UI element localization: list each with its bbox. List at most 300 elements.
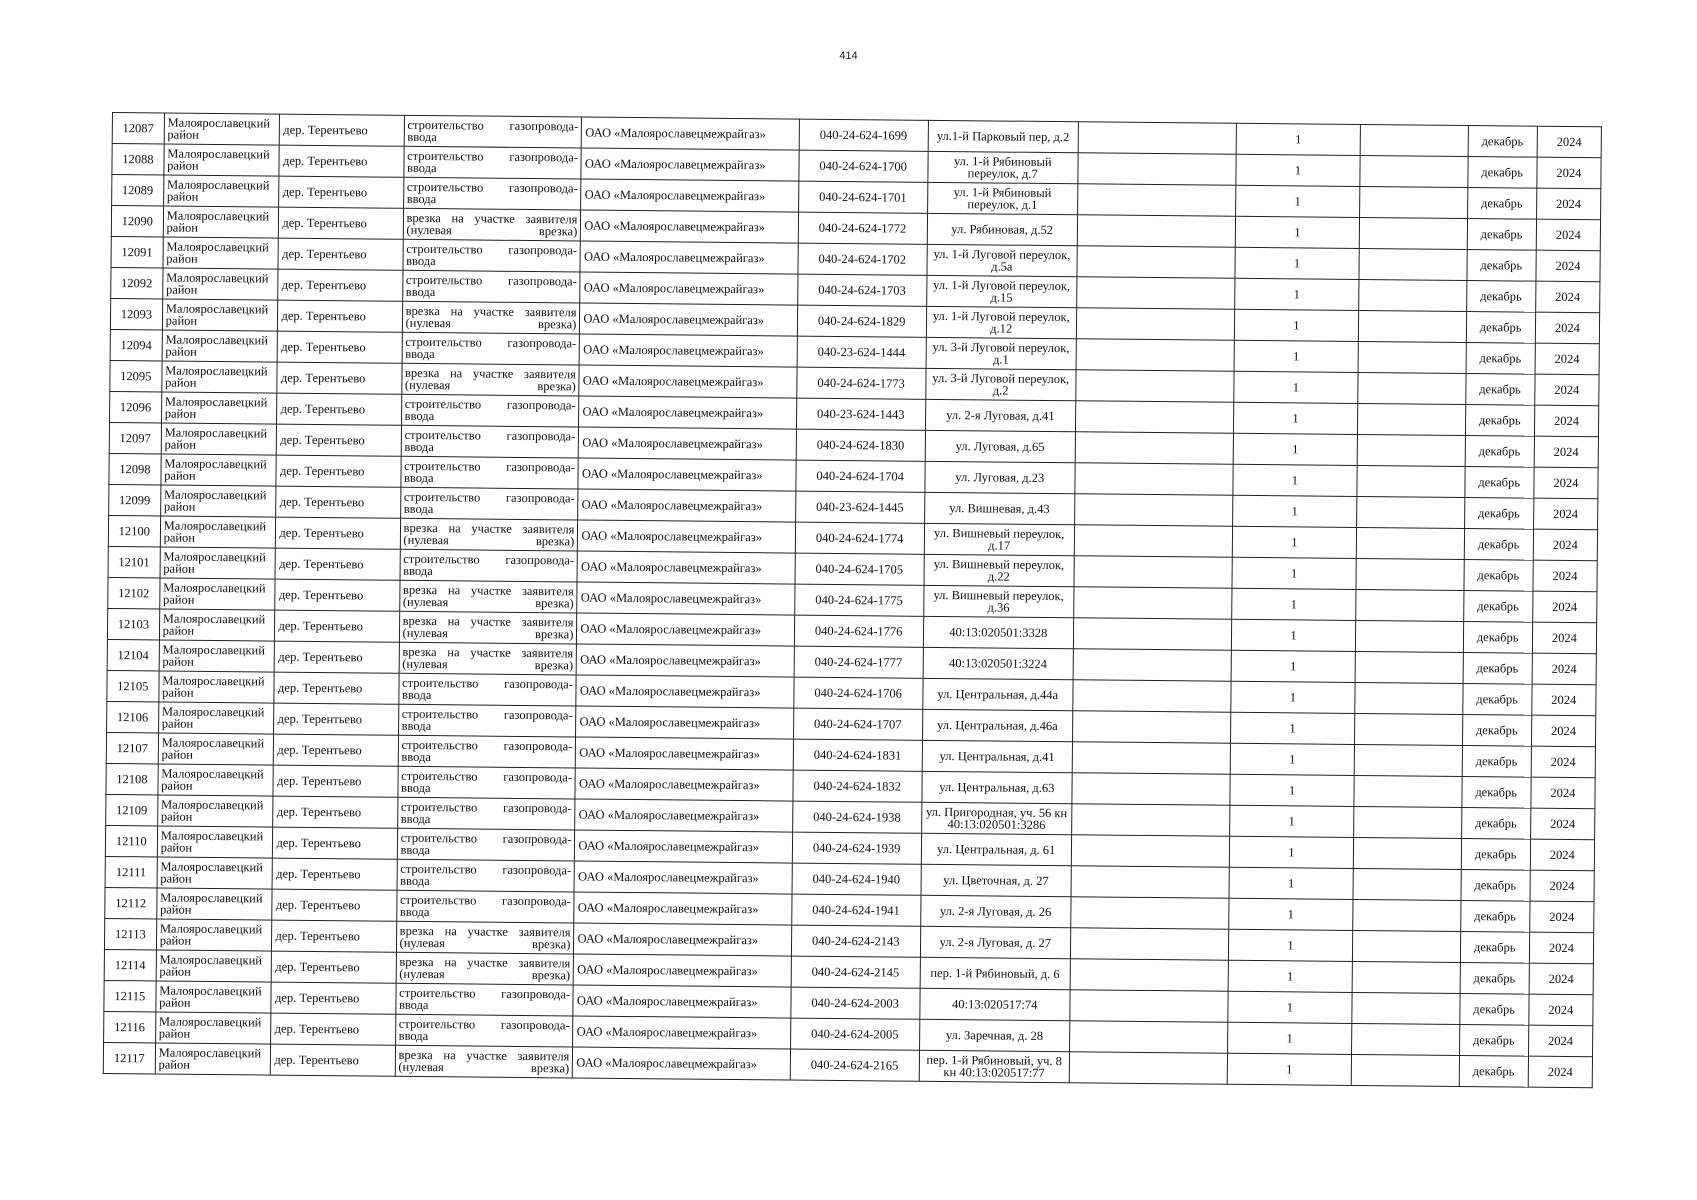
district-cell: Малоярославецкий район: [162, 299, 278, 331]
quantity-cell: 1: [1235, 247, 1359, 279]
month-cell: декабрь: [1465, 374, 1535, 406]
work-type-cell: врезка на участке заявителя (нулевая врезка): [400, 518, 578, 551]
empty-cell: [1074, 556, 1232, 589]
row-number-cell: 12101: [108, 546, 160, 577]
registration-code-cell: 040-24-624-1938: [792, 801, 922, 833]
village-cell: дер. Терентьево: [278, 238, 402, 270]
district-cell: Малоярославецкий район: [156, 919, 272, 951]
work-type-cell: строительство газопровода-ввода: [397, 766, 575, 799]
month-cell: декабрь: [1459, 1055, 1529, 1087]
registration-code-cell: 040-24-624-2003: [790, 987, 920, 1019]
month-cell: декабрь: [1467, 219, 1537, 251]
organization-cell: ОАО «Малоярославецмежрайгаз»: [574, 923, 791, 956]
quantity-cell: 1: [1228, 991, 1352, 1023]
address-cell: ул. Вишневый переулок, д.17: [924, 523, 1074, 555]
empty-cell: [1076, 277, 1234, 310]
empty-cell: [1078, 122, 1236, 155]
empty-cell: [1073, 587, 1231, 620]
work-type-cell: врезка на участке заявителя (нулевая врезка): [399, 611, 577, 644]
address-cell: ул. 3-й Луговой переулок, д.1: [926, 337, 1076, 369]
village-cell: дер. Терентьево: [280, 114, 404, 146]
empty-cell: [1352, 961, 1460, 993]
village-cell: дер. Терентьево: [275, 610, 399, 642]
registration-code-cell: 040-24-624-1774: [795, 522, 925, 554]
address-cell: ул. Луговая, д.65: [925, 430, 1075, 462]
district-cell: Малоярославецкий район: [155, 1043, 271, 1075]
month-cell: декабрь: [1461, 776, 1531, 808]
work-type-cell: строительство газопровода-ввода: [402, 270, 580, 303]
empty-cell: [1352, 930, 1460, 962]
district-cell: Малоярославецкий район: [159, 578, 275, 610]
empty-cell: [1357, 496, 1465, 528]
quantity-cell: 1: [1235, 216, 1359, 248]
empty-cell: [1071, 804, 1229, 837]
work-type-cell: строительство газопровода-ввода: [395, 1014, 573, 1047]
empty-cell: [1354, 775, 1462, 807]
year-cell: 2024: [1528, 1056, 1592, 1088]
row-number-cell: 12097: [109, 422, 161, 453]
work-type-cell: строительство газопровода-ввода: [403, 146, 581, 179]
address-cell: ул. Центральная, д. 61: [921, 833, 1071, 865]
quantity-cell: 1: [1230, 805, 1354, 837]
year-cell: 2024: [1534, 405, 1598, 437]
month-cell: декабрь: [1466, 343, 1536, 375]
work-type-cell: строительство газопровода-ввода: [402, 332, 580, 365]
year-cell: 2024: [1535, 281, 1599, 313]
address-cell: ул. Луговая, д.23: [925, 461, 1075, 493]
registration-code-cell: 040-24-624-1704: [795, 460, 925, 492]
district-cell: Малоярославецкий район: [163, 237, 279, 269]
month-cell: декабрь: [1463, 652, 1533, 684]
address-cell: ул. Центральная, д.63: [922, 771, 1072, 803]
empty-cell: [1072, 742, 1230, 775]
organization-cell: ОАО «Малоярославецмежрайгаз»: [574, 954, 791, 987]
organization-cell: ОАО «Малоярославецмежрайгаз»: [576, 737, 793, 770]
row-number-cell: 12095: [110, 360, 162, 391]
work-type-cell: врезка на участке заявителя (нулевая врезка): [402, 301, 580, 334]
registration-code-cell: 040-24-624-2005: [790, 1018, 920, 1050]
organization-cell: ОАО «Малоярославецмежрайгаз»: [573, 985, 790, 1018]
village-cell: дер. Терентьево: [273, 765, 397, 797]
address-cell: ул. 1-й Рябиновый переулок, д.7: [928, 151, 1078, 183]
empty-cell: [1076, 308, 1234, 341]
row-number-cell: 12096: [110, 391, 162, 422]
village-cell: дер. Терентьево: [274, 703, 398, 735]
empty-cell: [1355, 682, 1463, 714]
village-cell: дер. Терентьево: [275, 579, 399, 611]
village-cell: дер. Терентьево: [276, 548, 400, 580]
year-cell: 2024: [1536, 219, 1600, 251]
organization-cell: ОАО «Малоярославецмежрайгаз»: [575, 799, 792, 832]
village-cell: дер. Терентьево: [272, 920, 396, 952]
work-type-cell: врезка на участке заявителя (нулевая врезка): [399, 580, 577, 613]
address-cell: ул. Рябиновая, д.52: [927, 213, 1077, 245]
month-cell: декабрь: [1462, 683, 1532, 715]
year-cell: 2024: [1533, 560, 1597, 592]
year-cell: 2024: [1534, 467, 1598, 499]
organization-cell: ОАО «Малоярославецмежрайгаз»: [578, 458, 795, 491]
registration-code-cell: 040-24-624-1707: [793, 708, 923, 740]
month-cell: декабрь: [1464, 467, 1534, 499]
empty-cell: [1073, 649, 1231, 682]
row-number-cell: 12109: [106, 794, 158, 825]
organization-cell: ОАО «Малоярославецмежрайгаз»: [578, 520, 795, 553]
row-number-cell: 12088: [112, 144, 164, 175]
row-number-cell: 12099: [109, 484, 161, 515]
registration-code-cell: 040-24-624-1773: [796, 367, 926, 399]
month-cell: декабрь: [1461, 838, 1531, 870]
month-cell: декабрь: [1465, 405, 1535, 437]
registration-code-cell: 040-24-624-1830: [796, 429, 926, 461]
month-cell: декабрь: [1464, 528, 1534, 560]
address-cell: ул. Центральная, д.44а: [923, 678, 1073, 710]
district-cell: Малоярославецкий район: [161, 392, 277, 424]
year-cell: 2024: [1537, 157, 1601, 189]
empty-cell: [1358, 310, 1466, 342]
empty-cell: [1074, 525, 1232, 558]
organization-cell: ОАО «Малоярославецмежрайгаз»: [582, 117, 799, 150]
address-cell: 40:13:020501:3328: [923, 616, 1073, 648]
year-cell: 2024: [1532, 591, 1596, 623]
address-cell: ул. Центральная, д.41: [922, 740, 1072, 772]
empty-cell: [1073, 680, 1231, 713]
registration-code-cell: 040-24-624-2145: [791, 956, 921, 988]
empty-cell: [1359, 217, 1467, 249]
work-type-cell: врезка на участке заявителя (нулевая врезка): [396, 921, 574, 954]
row-number-cell: 12092: [111, 267, 163, 298]
village-cell: дер. Терентьево: [276, 517, 400, 549]
organization-cell: ОАО «Малоярославецмежрайгаз»: [579, 365, 796, 398]
month-cell: декабрь: [1462, 745, 1532, 777]
village-cell: дер. Терентьево: [273, 827, 397, 859]
village-cell: дер. Терентьево: [271, 1044, 395, 1076]
year-cell: 2024: [1536, 250, 1600, 282]
district-cell: Малоярославецкий район: [158, 702, 274, 734]
month-cell: декабрь: [1460, 900, 1530, 932]
organization-cell: ОАО «Малоярославецмежрайгаз»: [577, 551, 794, 584]
district-cell: Малоярославецкий район: [159, 640, 275, 672]
month-cell: декабрь: [1468, 126, 1538, 158]
quantity-cell: 1: [1229, 867, 1353, 899]
table-body: [103, 113, 1601, 1088]
village-cell: дер. Терентьево: [278, 331, 402, 363]
year-cell: 2024: [1535, 374, 1599, 406]
empty-cell: [1358, 341, 1466, 373]
empty-cell: [1353, 899, 1461, 931]
district-cell: Малоярославецкий район: [156, 981, 272, 1013]
district-cell: Малоярославецкий район: [155, 1012, 271, 1044]
empty-cell: [1354, 713, 1462, 745]
empty-cell: [1070, 990, 1228, 1023]
district-cell: Малоярославецкий район: [157, 795, 273, 827]
registration-code-cell: 040-24-624-1703: [797, 274, 927, 306]
registration-code-cell: 040-24-624-1776: [794, 615, 924, 647]
registration-code-cell: 040-23-624-1444: [797, 336, 927, 368]
month-cell: декабрь: [1462, 714, 1532, 746]
empty-cell: [1071, 866, 1229, 899]
organization-cell: ОАО «Малоярославецмежрайгаз»: [576, 706, 793, 739]
year-cell: 2024: [1534, 436, 1598, 468]
registration-code-cell: 040-24-624-1939: [792, 832, 922, 864]
empty-cell: [1354, 806, 1462, 838]
work-type-cell: строительство газопровода-ввода: [396, 890, 574, 923]
organization-cell: ОАО «Малоярославецмежрайгаз»: [574, 892, 791, 925]
district-cell: Малоярославецкий район: [160, 516, 276, 548]
row-number-cell: 12112: [105, 887, 157, 918]
row-number-cell: 12089: [112, 175, 164, 206]
address-cell: ул. 1-й Луговой переулок, д.15: [926, 275, 1076, 307]
gas-connections-table-wrapper: [103, 112, 1602, 1088]
empty-cell: [1073, 618, 1231, 651]
page-number: 414: [839, 50, 858, 62]
registration-code-cell: 040-23-624-1443: [796, 398, 926, 430]
row-number-cell: 12103: [107, 608, 159, 639]
district-cell: Малоярославецкий район: [160, 485, 276, 517]
empty-cell: [1077, 246, 1235, 279]
village-cell: дер. Терентьево: [274, 672, 398, 704]
row-number-cell: 12090: [111, 206, 163, 237]
year-cell: 2024: [1529, 994, 1593, 1026]
month-cell: декабрь: [1463, 590, 1533, 622]
empty-cell: [1078, 153, 1236, 186]
empty-cell: [1069, 1021, 1227, 1054]
year-cell: 2024: [1529, 901, 1593, 933]
row-number-cell: 12107: [106, 732, 158, 763]
village-cell: дер. Терентьево: [279, 145, 403, 177]
empty-cell: [1076, 339, 1234, 372]
registration-code-cell: 040-24-624-1701: [798, 181, 928, 213]
quantity-cell: 1: [1228, 960, 1352, 992]
empty-cell: [1069, 1052, 1227, 1085]
work-type-cell: врезка на участке заявителя (нулевая врезка): [401, 363, 579, 396]
address-cell: ул. 2-я Луговая, д. 27: [920, 926, 1070, 958]
organization-cell: ОАО «Малоярославецмежрайгаз»: [581, 148, 798, 181]
organization-cell: ОАО «Малоярославецмежрайгаз»: [579, 396, 796, 429]
quantity-cell: 1: [1232, 495, 1356, 527]
address-cell: ул. Вишневый переулок, д.36: [923, 585, 1073, 617]
address-cell: ул. Центральная, д.46а: [922, 709, 1072, 741]
registration-code-cell: 040-24-624-2143: [791, 925, 921, 957]
quantity-cell: 1: [1234, 340, 1358, 372]
organization-cell: ОАО «Малоярославецмежрайгаз»: [580, 272, 797, 305]
empty-cell: [1357, 465, 1465, 497]
empty-cell: [1359, 248, 1467, 280]
district-cell: Малоярославецкий район: [157, 826, 273, 858]
empty-cell: [1358, 372, 1466, 404]
quantity-cell: 1: [1227, 1053, 1351, 1085]
month-cell: декабрь: [1464, 559, 1534, 591]
address-cell: пер. 1-й Рябиновый, д. 6: [920, 957, 1070, 989]
organization-cell: ОАО «Малоярославецмежрайгаз»: [577, 644, 794, 677]
empty-cell: [1354, 744, 1462, 776]
month-cell: декабрь: [1461, 869, 1531, 901]
village-cell: дер. Терентьево: [273, 858, 397, 890]
empty-cell: [1071, 835, 1229, 868]
village-cell: дер. Терентьево: [275, 641, 399, 673]
village-cell: дер. Терентьево: [278, 269, 402, 301]
quantity-cell: 1: [1231, 650, 1355, 682]
registration-code-cell: 040-24-624-1940: [792, 863, 922, 895]
quantity-cell: 1: [1234, 309, 1358, 341]
quantity-cell: 1: [1233, 464, 1357, 496]
organization-cell: ОАО «Малоярославецмежрайгаз»: [581, 179, 798, 212]
registration-code-cell: 040-24-624-1706: [793, 677, 923, 709]
year-cell: 2024: [1535, 312, 1599, 344]
district-cell: Малоярославецкий район: [164, 113, 280, 145]
village-cell: дер. Терентьево: [271, 982, 395, 1014]
year-cell: 2024: [1536, 188, 1600, 220]
row-number-cell: 12091: [111, 236, 163, 267]
row-number-cell: 12093: [110, 298, 162, 329]
year-cell: 2024: [1529, 932, 1593, 964]
work-type-cell: строительство газопровода-ввода: [395, 983, 573, 1016]
empty-cell: [1356, 527, 1464, 559]
registration-code-cell: 040-24-624-1832: [792, 770, 922, 802]
empty-cell: [1077, 215, 1235, 248]
empty-cell: [1070, 959, 1228, 992]
empty-cell: [1074, 494, 1232, 527]
quantity-cell: 1: [1233, 433, 1357, 465]
quantity-cell: 1: [1232, 526, 1356, 558]
quantity-cell: 1: [1232, 557, 1356, 589]
year-cell: 2024: [1532, 684, 1596, 716]
registration-code-cell: 040-24-624-1941: [791, 894, 921, 926]
quantity-cell: 1: [1230, 774, 1354, 806]
district-cell: Малоярославецкий район: [158, 733, 274, 765]
empty-cell: [1075, 463, 1233, 496]
district-cell: Малоярославецкий район: [159, 671, 275, 703]
empty-cell: [1352, 992, 1460, 1024]
year-cell: 2024: [1537, 126, 1601, 158]
empty-cell: [1352, 1023, 1460, 1055]
village-cell: дер. Терентьево: [279, 207, 403, 239]
district-cell: Малоярославецкий район: [158, 764, 274, 796]
village-cell: дер. Терентьево: [277, 393, 401, 425]
month-cell: декабрь: [1460, 962, 1530, 994]
empty-cell: [1075, 370, 1233, 403]
district-cell: Малоярославецкий район: [157, 857, 273, 889]
empty-cell: [1070, 928, 1228, 961]
work-type-cell: строительство газопровода-ввода: [403, 239, 581, 272]
address-cell: ул. Вишневый переулок, д.22: [924, 554, 1074, 586]
row-number-cell: 12110: [105, 825, 157, 856]
quantity-cell: 1: [1234, 371, 1358, 403]
row-number-cell: 12117: [103, 1042, 155, 1073]
organization-cell: ОАО «Малоярославецмежрайгаз»: [575, 768, 792, 801]
organization-cell: ОАО «Малоярославецмежрайгаз»: [573, 1016, 790, 1049]
district-cell: Малоярославецкий район: [162, 268, 278, 300]
quantity-cell: 1: [1230, 743, 1354, 775]
organization-cell: ОАО «Малоярославецмежрайгаз»: [573, 1047, 790, 1080]
registration-code-cell: 040-24-624-1705: [795, 553, 925, 585]
district-cell: Малоярославецкий район: [164, 144, 280, 176]
registration-code-cell: 040-24-624-1699: [799, 119, 929, 151]
work-type-cell: строительство газопровода-ввода: [400, 487, 578, 520]
village-cell: дер. Терентьево: [271, 1013, 395, 1045]
quantity-cell: 1: [1231, 619, 1355, 651]
row-number-cell: 12113: [104, 918, 156, 949]
quantity-cell: 1: [1228, 929, 1352, 961]
village-cell: дер. Терентьево: [276, 486, 400, 518]
empty-cell: [1355, 620, 1463, 652]
organization-cell: ОАО «Малоярославецмежрайгаз»: [579, 334, 796, 367]
address-cell: ул. 1-й Рябиновый переулок, д.1: [927, 182, 1077, 214]
month-cell: декабрь: [1459, 1024, 1529, 1056]
address-cell: ул. 1-й Луговой переулок, д.5а: [927, 244, 1077, 276]
village-cell: дер. Терентьево: [277, 424, 401, 456]
district-cell: Малоярославецкий район: [156, 950, 272, 982]
month-cell: декабрь: [1466, 312, 1536, 344]
row-number-cell: 12106: [107, 701, 159, 732]
quantity-cell: 1: [1236, 154, 1360, 186]
work-type-cell: строительство газопровода-ввода: [397, 797, 575, 830]
work-type-cell: строительство газопровода-ввода: [398, 704, 576, 737]
empty-cell: [1070, 897, 1228, 930]
year-cell: 2024: [1533, 529, 1597, 561]
row-number-cell: 12114: [104, 949, 156, 980]
row-number-cell: 12115: [104, 980, 156, 1011]
quantity-cell: 1: [1236, 123, 1360, 155]
registration-code-cell: 040-23-624-1445: [795, 491, 925, 523]
organization-cell: ОАО «Малоярославецмежрайгаз»: [580, 303, 797, 336]
row-number-cell: 12108: [106, 763, 158, 794]
registration-code-cell: 040-24-624-2165: [790, 1049, 920, 1081]
row-number-cell: 12111: [105, 856, 157, 887]
district-cell: Малоярославецкий район: [163, 175, 279, 207]
address-cell: ул. 2-я Луговая, д. 26: [921, 895, 1071, 927]
empty-cell: [1351, 1054, 1459, 1086]
village-cell: дер. Терентьево: [277, 362, 401, 394]
work-type-cell: врезка на участке заявителя (нулевая врезка): [396, 952, 574, 985]
registration-code-cell: 040-24-624-1772: [798, 212, 928, 244]
work-type-cell: строительство газопровода-ввода: [403, 177, 581, 210]
quantity-cell: 1: [1233, 402, 1357, 434]
work-type-cell: строительство газопровода-ввода: [401, 394, 579, 427]
district-cell: Малоярославецкий район: [161, 423, 277, 455]
address-cell: ул.1-й Парковый пер, д.2: [928, 120, 1078, 152]
organization-cell: ОАО «Малоярославецмежрайгаз»: [577, 582, 794, 615]
year-cell: 2024: [1530, 839, 1594, 871]
registration-code-cell: 040-24-624-1829: [797, 305, 927, 337]
month-cell: декабрь: [1465, 436, 1535, 468]
row-number-cell: 12094: [110, 329, 162, 360]
year-cell: 2024: [1532, 653, 1596, 685]
district-cell: Малоярославецкий район: [162, 330, 278, 362]
empty-cell: [1072, 773, 1230, 806]
empty-cell: [1360, 186, 1468, 218]
organization-cell: ОАО «Малоярославецмежрайгаз»: [578, 489, 795, 522]
empty-cell: [1353, 837, 1461, 869]
year-cell: 2024: [1535, 343, 1599, 375]
address-cell: 40:13:020501:3224: [923, 647, 1073, 679]
address-cell: ул. 2-я Луговая, д.41: [925, 399, 1075, 431]
month-cell: декабрь: [1466, 250, 1536, 282]
empty-cell: [1360, 155, 1468, 187]
empty-cell: [1357, 434, 1465, 466]
work-type-cell: врезка на участке заявителя (нулевая врезка): [403, 208, 581, 241]
month-cell: декабрь: [1466, 281, 1536, 313]
year-cell: 2024: [1532, 622, 1596, 654]
work-type-cell: строительство газопровода-ввода: [401, 425, 579, 458]
year-cell: 2024: [1529, 963, 1593, 995]
month-cell: декабрь: [1463, 621, 1533, 653]
district-cell: Малоярославецкий район: [162, 361, 278, 393]
empty-cell: [1077, 184, 1235, 217]
village-cell: дер. Терентьево: [274, 734, 398, 766]
quantity-cell: 1: [1231, 681, 1355, 713]
organization-cell: ОАО «Малоярославецмежрайгаз»: [576, 675, 793, 708]
month-cell: декабрь: [1460, 931, 1530, 963]
